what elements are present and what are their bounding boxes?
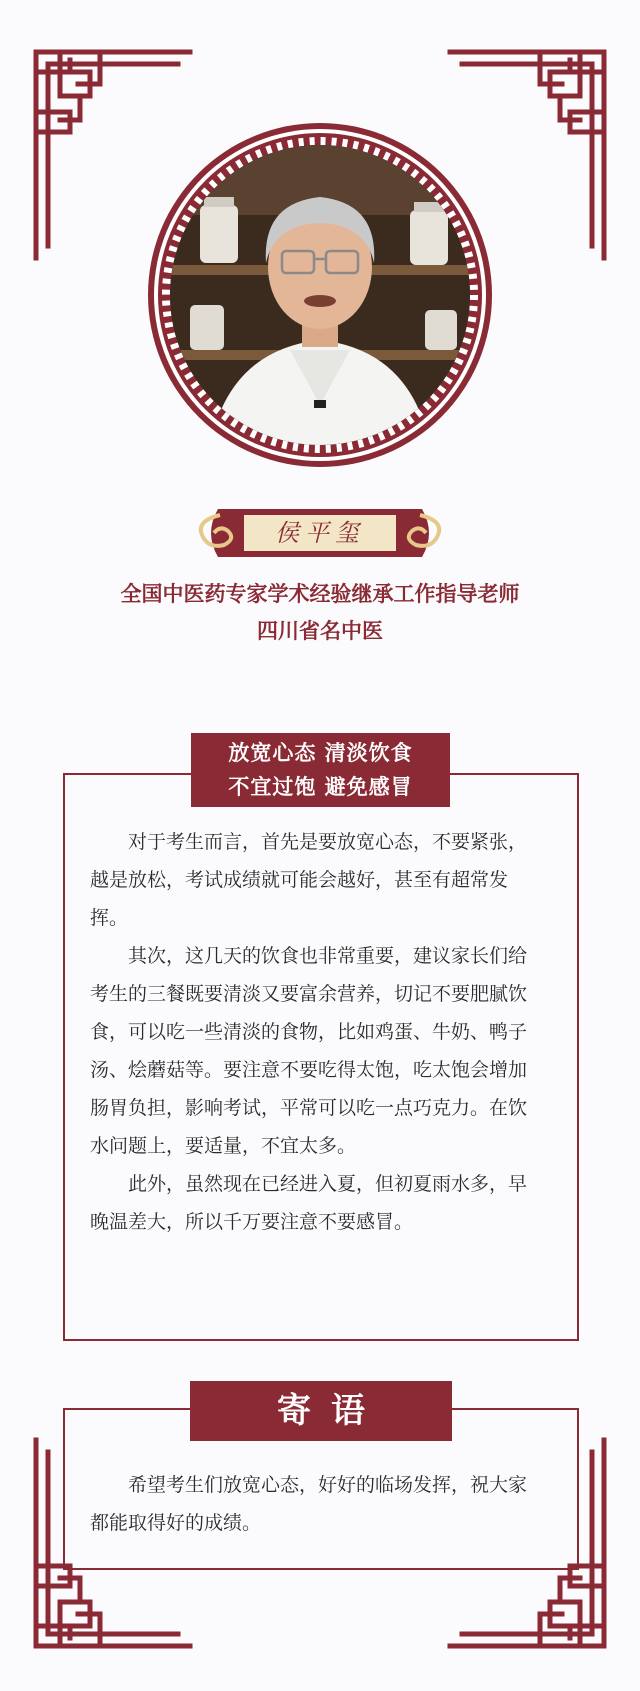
advice-paragraph-3: 此外，虽然现在已经进入夏，但初夏雨水多，早晚温差大，所以千万要注意不要感冒。	[90, 1173, 528, 1233]
message-paragraph: 希望考生们放宽心态，好好的临场发挥，祝大家都能取得好的成绩。	[90, 1474, 528, 1534]
advice-paragraph-1: 对于考生而言，首先是要放宽心态，不要紧张，越是放松，考试成绩就可能会越好，甚至有超常发挥。	[90, 831, 528, 929]
title-line-2: 四川省名中医	[257, 619, 383, 643]
title-line-1: 全国中医药专家学术经验继承工作指导老师	[120, 582, 520, 606]
advice-heading-line-1: 放宽心态 清淡饮食	[228, 741, 413, 765]
advice-body	[90, 823, 540, 1241]
advice-heading-line-2: 不宜过饱 避免感冒	[228, 775, 413, 799]
advice-paragraph-2: 其次，这几天的饮食也非常重要，建议家长们给考生的三餐既要清淡又要富余营养，切记不要肥腻饮食，可以吃一些清淡的食物，比如鸡蛋、牛奶、鸭子汤、烩蘑菇等。要注意不要吃得太饱，吃太饱会增加肠胃负担，影响考试，平常可以吃一点巧克力。在饮水问题上，要适量，不宜太多。	[90, 945, 528, 1157]
doctor-photo	[170, 145, 470, 445]
message-heading: 寄语	[190, 1381, 452, 1441]
message-body	[90, 1466, 540, 1542]
advice-heading	[191, 733, 450, 807]
doctor-name: 侯平玺	[275, 519, 365, 547]
portrait	[145, 120, 495, 470]
